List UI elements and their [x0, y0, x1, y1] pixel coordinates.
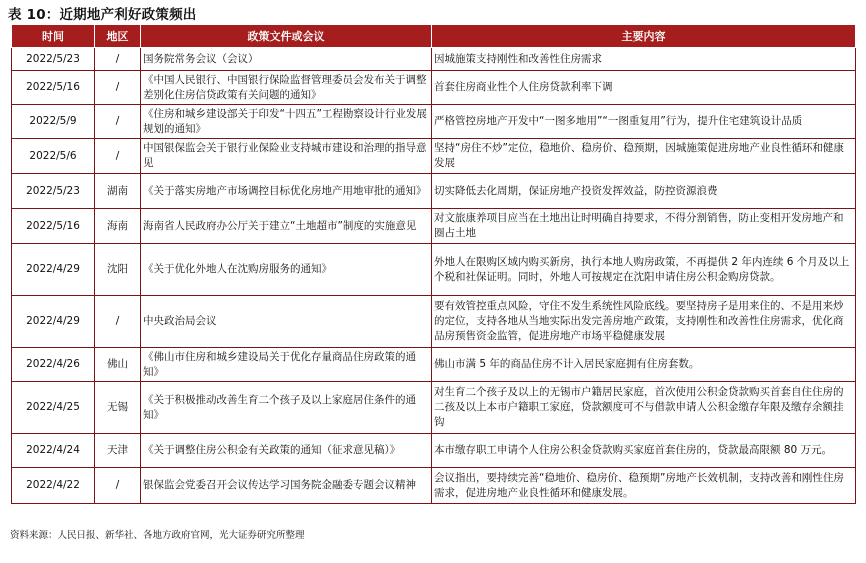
region-cell: 沈阳 [95, 244, 141, 296]
content-cell: 对文旅康养项目应当在土地出让时明确自持要求，不得分割销售，防止变相开发房地产和圈占土地 [432, 209, 856, 244]
content-cell: 首套住房商业性个人住房贷款利率下调 [432, 71, 856, 105]
content-cell: 外地人在限购区域内购买新房，执行本地人购房政策，不再提供 2 年内连续 6 个月及以上个税和社保证明。同时，外地人可按规定在沈阳申请住房公积金购房贷款。 [432, 244, 856, 296]
source-note: 资料来源：人民日报、新华社、各地方政府官网，光大证券研究所整理 [10, 530, 305, 541]
table-row [12, 382, 856, 434]
content-cell: 坚持“房住不炒”定位，稳地价、稳房价、稳预期，因城施策促进房地产业良性循环和健康发展 [432, 139, 856, 174]
table-row [12, 71, 856, 105]
policy-cell: 《关于积极推动改善生育二个孩子及以上家庭居住条件的通知》 [141, 382, 432, 434]
region-cell: 无锡 [95, 382, 141, 434]
table-row [12, 244, 856, 296]
content-cell: 佛山市满 5 年的商品住房不计入居民家庭拥有住房套数。 [432, 348, 856, 382]
table-title: 表 10：近期地产利好政策频出 [8, 7, 197, 23]
header-date: 时间 [12, 25, 95, 48]
table-row [12, 174, 856, 209]
date-cell: 2022/5/6 [12, 139, 95, 174]
content-cell: 要有效管控重点风险，守住不发生系统性风险底线。要坚持房子是用来住的、不是用来炒的定位，支持各地从当地实际出发完善房地产政策，支持刚性和改善性住房需求，优化商品房预售资金监管，促进房地产市场平稳健康发展 [432, 296, 856, 348]
date-cell: 2022/5/23 [12, 174, 95, 209]
policy-cell: 《中国人民银行、中国银行保险监督管理委员会发布关于调整差别化住房信贷政策有关问题的通知》 [141, 71, 432, 105]
header-policy: 政策文件或会议 [141, 25, 432, 48]
policy-cell: 中央政治局会议 [141, 296, 432, 348]
table-row [12, 48, 856, 71]
policy-table [11, 24, 856, 504]
policy-cell: 中国银保监会关于银行业保险业支持城市建设和治理的指导意见 [141, 139, 432, 174]
region-cell: 湖南 [95, 174, 141, 209]
policy-cell: 《关于落实房地产市场调控目标优化房地产用地审批的通知》 [141, 174, 432, 209]
region-cell: 天津 [95, 434, 141, 468]
policy-cell: 《佛山市住房和城乡建设局关于优化存量商品住房政策的通知》 [141, 348, 432, 382]
region-cell: 海南 [95, 209, 141, 244]
region-cell: 佛山 [95, 348, 141, 382]
policy-cell: 海南省人民政府办公厅关于建立“土地超市”制度的实施意见 [141, 209, 432, 244]
date-cell: 2022/5/23 [12, 48, 95, 71]
table-row [12, 296, 856, 348]
policy-cell: 国务院常务会议（会议） [141, 48, 432, 71]
table-row [12, 468, 856, 504]
content-cell: 切实降低去化周期，保证房地产投资发挥效益，防控资源浪费 [432, 174, 856, 209]
content-cell: 会议指出，要持续完善“稳地价、稳房价、稳预期”房地产长效机制，支持改善和刚性住房需求，促进房地产业良性循环和健康发展。 [432, 468, 856, 504]
date-cell: 2022/4/24 [12, 434, 95, 468]
region-cell: / [95, 296, 141, 348]
date-cell: 2022/4/29 [12, 296, 95, 348]
policy-cell: 《关于优化外地人在沈购房服务的通知》 [141, 244, 432, 296]
date-cell: 2022/4/22 [12, 468, 95, 504]
table-row [12, 139, 856, 174]
content-cell: 严格管控房地产开发中“一图多地用”“一图重复用”行为，提升住宅建筑设计品质 [432, 105, 856, 139]
header-content: 主要内容 [432, 25, 856, 48]
table-row [12, 434, 856, 468]
region-cell: / [95, 48, 141, 71]
date-cell: 2022/5/16 [12, 209, 95, 244]
date-cell: 2022/4/25 [12, 382, 95, 434]
table-row [12, 105, 856, 139]
region-cell: / [95, 468, 141, 504]
policy-cell: 《关于调整住房公积金有关政策的通知（征求意见稿）》 [141, 434, 432, 468]
policy-cell: 《住房和城乡建设部关于印发“十四五”工程勘察设计行业发展规划的通知》 [141, 105, 432, 139]
date-cell: 2022/5/16 [12, 71, 95, 105]
header-region: 地区 [95, 25, 141, 48]
region-cell: / [95, 139, 141, 174]
content-cell: 对生育二个孩子及以上的无锡市户籍居民家庭，首次使用公积金贷款购买首套自住住房的二孩及以上本市户籍职工家庭，贷款额度可不与借款申请人公积金缴存年限及缴存余额挂钩 [432, 382, 856, 434]
region-cell: / [95, 105, 141, 139]
table-row [12, 348, 856, 382]
policy-cell: 银保监会党委召开会议传达学习国务院金融委专题会议精神 [141, 468, 432, 504]
header-row [12, 25, 856, 48]
date-cell: 2022/5/9 [12, 105, 95, 139]
region-cell: / [95, 71, 141, 105]
content-cell: 因城施策支持刚性和改善性住房需求 [432, 48, 856, 71]
content-cell: 本市缴存职工申请个人住房公积金贷款购买家庭首套住房的，贷款最高限额 80 万元。 [432, 434, 856, 468]
date-cell: 2022/4/29 [12, 244, 95, 296]
date-cell: 2022/4/26 [12, 348, 95, 382]
table-row [12, 209, 856, 244]
